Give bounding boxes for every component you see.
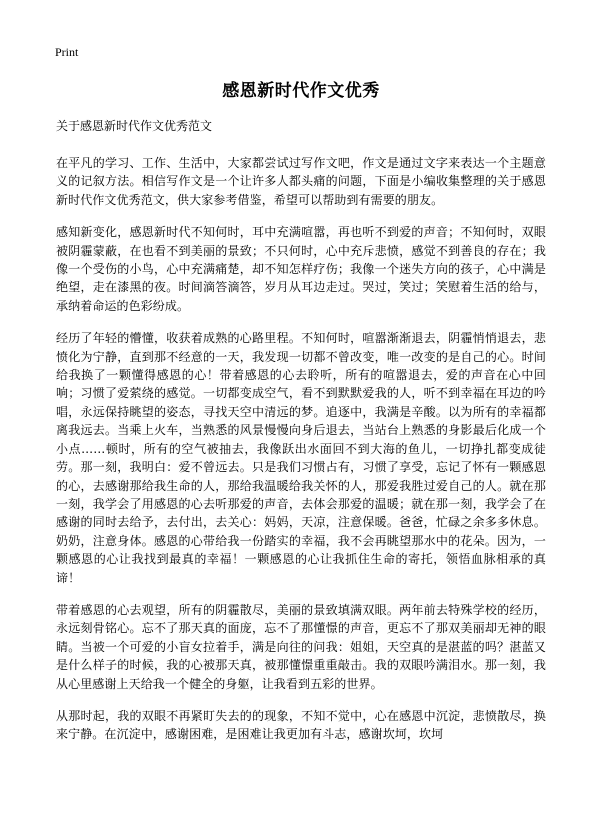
page-title: 感恩新时代作文优秀 xyxy=(222,81,380,101)
article-subtitle: 关于感恩新时代作文优秀范文 xyxy=(56,119,213,133)
article xyxy=(56,76,546,758)
paragraph: 经历了年轻的懵懂，收获着成熟的心路里程。不知何时，喧嚣渐渐退去，阴霾悄悄退去，悲愤化为宁静，直到那不经意的一天，我发现一切都不曾改变，唯一改变的是自己的心。时间给我换了一颗懂得感恩的心！带着感恩的心去聆听，所有的喧嚣退去，爱的声音在心中回响；习惯了爱萦绕的感觉。一切都变成空气，看不到默默爱我的人，听不到幸福在耳边的吟唱，永远保持眺望的姿态，寻找天空中清远的梦。追逐中，我满是辛酸。以为所有的幸福都离我远去。当乘上火车，当熟悉的风景慢慢向身后退去，当站台上熟悉的身影最后化成一个小点……顿时，所有的空气被抽去，我像跃出水面回不到大海的鱼儿，一切挣扎都变成徒劳。那一刻，我明白：爱不曾远去。只是我们习惯占有，习惯了享受，忘记了怀有一颗感恩的心，去感谢那给我生命的人，那给我温暖给我关怀的人，那爱我胜过爱自己的人。就在那一刻，我学会了用感恩的心去听那爱的声音，去体会那爱的温暖；就在那一刻，我学会了在感谢的同时去给予，去付出，去关心：妈妈，天凉，注意保暖。爸爸，忙碌之余多多休息。奶奶，注意身体。感恩的心带给我一份踏实的幸福，我不会再眺望那水中的花朵。因为，一颗感恩的心让我找到最真的幸福！一颗感恩的心让我抓住生命的寄托，领悟血脉相承的真谛！ xyxy=(56,331,546,585)
paragraph: 从那时起，我的双眼不再紧盯失去的的现象，不知不觉中，心在感恩中沉淀，悲愤散尽，换来宁静。在沉淀中，感谢困难，是困难让我更加有斗志，感谢坎坷，坎坷 xyxy=(56,708,546,742)
paragraph: 感知新变化，感恩新时代不知何时，耳中充满喧嚣，再也听不到爱的声音；不知何时，双眼被阴霾蒙蔽，在也看不到美丽的景致；不只何时，心中充斥悲愤，感觉不到善良的存在；我像一个受伤的小鸟，心中充满痛楚，却不知怎样疗伤；我像一个迷失方向的孩子，心中满是绝望，走在漆黑的夜。时间滴答滴答，岁月从耳边走过。哭过，笑过；笑慰着生活的给与，承纳着命运的色彩纷成。 xyxy=(56,225,546,313)
paragraph: 带着感恩的心去观望，所有的阴霾散尽，美丽的景致填满双眼。两年前去特殊学校的经历，永远刻骨铭心。忘不了那天真的面庞，忘不了那懂憬的声音，更忘不了那双美丽却无神的眼睛。当被一个可爱的小盲女拉着手，满是向往的问我：姐姐，天空真的是湛蓝的吗？湛蓝又是什么样子的时候，我的心被那天真，被那懂憬重重敲击。我的双眼吟满泪水。那一刻，我从心里感谢上天给我一个健全的身躯，让我看到五彩的世界。 xyxy=(56,602,546,691)
print-link[interactable]: Print xyxy=(55,45,79,59)
paragraph-intro: 在平凡的学习、工作、生活中，大家都尝试过写作文吧，作文是通过文字来表达一个主题意义的记叙方法。相信写作文是一个让许多人都头痛的问题，下面是小编收集整理的关于感恩新时代作文优秀范文，供大家参考借鉴，希望可以帮助到有需要的朋友。 xyxy=(56,156,546,207)
